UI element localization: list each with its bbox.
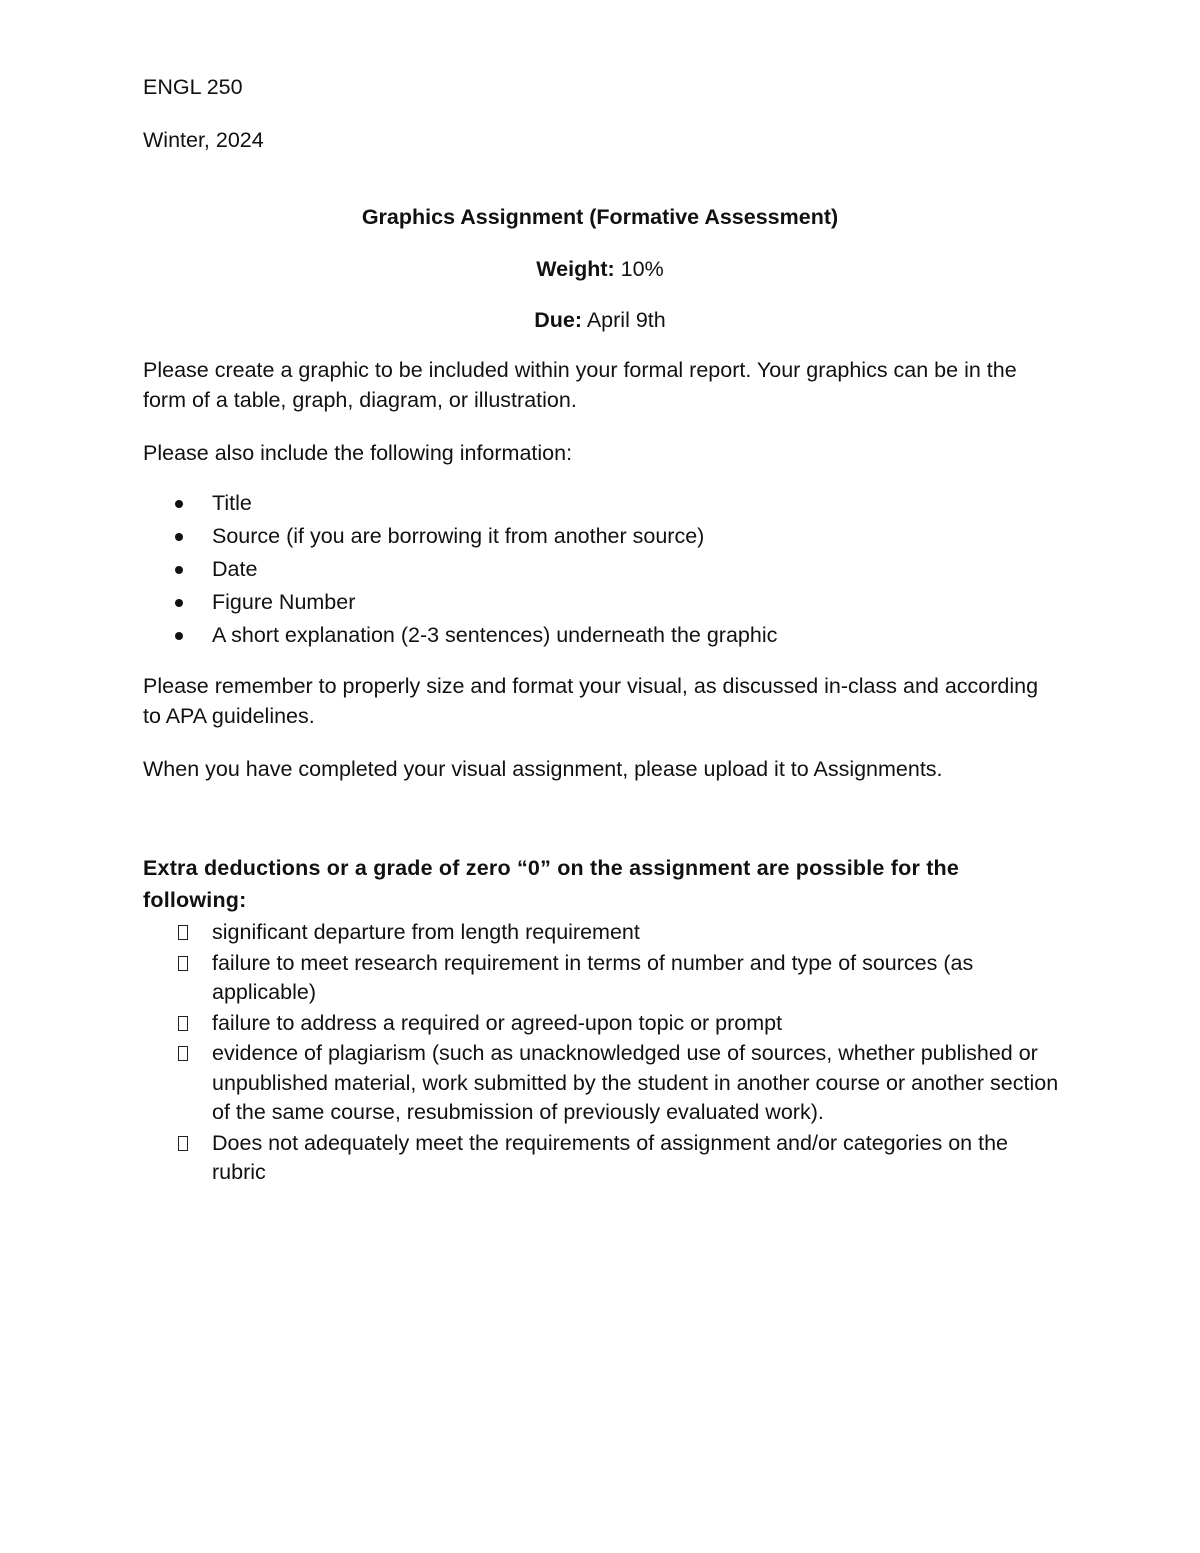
upload-note: When you have completed your visual assignment, please upload it to Assignments.: [143, 757, 943, 781]
include-prompt: Please also include the following information:: [143, 441, 573, 465]
term: Winter, 2024: [143, 128, 264, 152]
list-item: [143, 918, 1063, 948]
weight-value: 10%: [620, 257, 664, 281]
list-item-text: failure to address a required or agreed-upon topic or prompt: [212, 1010, 783, 1035]
list-item: [143, 1129, 1063, 1188]
missing-glyph-box-icon: [178, 1136, 188, 1151]
list-item: [143, 1039, 1063, 1128]
due-value: April 9th: [586, 308, 666, 332]
assignment-title-text: Graphics Assignment (Formative Assessment): [361, 205, 839, 229]
list-item: [143, 587, 777, 620]
due-label: Due:: [534, 308, 583, 332]
list-item: [143, 521, 777, 554]
bullet-icon: [175, 533, 183, 541]
list-item-text: Date: [212, 557, 258, 581]
missing-glyph-box-icon: [178, 1046, 188, 1061]
list-item-text: Figure Number: [212, 590, 356, 614]
list-item-text: Source (if you are borrowing it from another source): [212, 524, 705, 548]
intro-paragraph: Please create a graphic to be included within your formal report. Your graphics can be in the form of a table, graph, diagram, or illustration.: [143, 358, 1017, 412]
list-item-text: Does not adequately meet the requirements of assignment and/or categories on the rubric: [212, 1130, 1008, 1184]
bullet-icon: [175, 566, 183, 574]
weight-label: Weight:: [536, 257, 615, 281]
list-item-text: failure to meet research requirement in terms of number and type of sources (as applicable): [212, 950, 974, 1004]
missing-glyph-box-icon: [178, 956, 188, 971]
list-item-text: evidence of plagiarism (such as unacknowledged use of sources, whether published or unpublished material, work submitted by the student in another course or another section of the same course, resubmission of previously evaluated work).: [212, 1041, 1059, 1124]
list-item: [143, 554, 777, 587]
list-item: [143, 620, 777, 653]
list-item-text: A short explanation (2-3 sentences) underneath the graphic: [212, 623, 778, 647]
bullet-icon: [175, 500, 183, 508]
missing-glyph-box-icon: [178, 1016, 188, 1031]
course-code: ENGL 250: [143, 75, 243, 99]
include-list: [143, 488, 777, 653]
bullet-icon: [175, 632, 183, 640]
assignment-title: [0, 202, 1200, 232]
deductions-heading: Extra deductions or a grade of zero “0” on the assignment are possible for the following:: [143, 856, 960, 912]
list-item-text: significant departure from length requirement: [212, 920, 640, 944]
list-item: [143, 488, 777, 521]
list-item: [143, 949, 1063, 1008]
format-note: Please remember to properly size and format your visual, as discussed in-class and according to APA guidelines.: [143, 674, 1039, 728]
due-line: [0, 305, 1200, 335]
list-item: [143, 1009, 1063, 1039]
bullet-icon: [175, 599, 183, 607]
deductions-list: [143, 918, 1063, 1189]
missing-glyph-box-icon: [178, 925, 188, 940]
list-item-text: Title: [212, 491, 252, 515]
weight-line: [0, 254, 1200, 284]
